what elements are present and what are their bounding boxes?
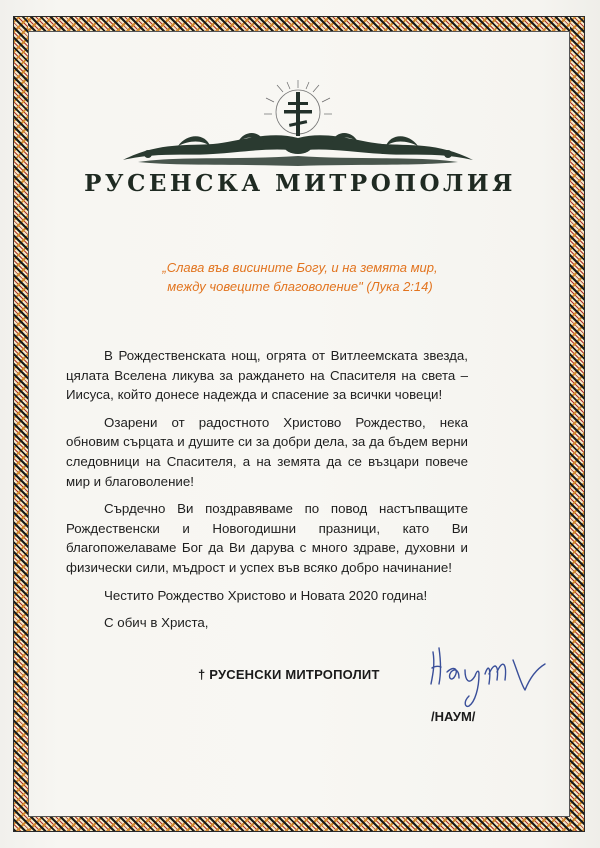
quote-line-2: [90, 277, 510, 296]
scripture-quote: [90, 258, 510, 296]
paragraph-wishes: Честито Рождество Христово и Новата 2020 година!: [104, 587, 428, 603]
letter-body: [66, 346, 468, 641]
quote-line-2-text: между човеците благоволение": [167, 279, 363, 294]
signer-title: † РУСЕНСКИ МИТРОПОЛИТ: [198, 667, 380, 682]
quote-line-1: „Слава във висините Богу, и на земята мир,: [162, 260, 438, 275]
letterhead-title: РУСЕНСКА МИТРОПОЛИЯ: [84, 170, 516, 197]
paragraph-greeting: Сърдечно Ви поздравяваме по повод настъпващите Рождественски и Новогодишни празници, като Ви благопожелаваме Бог да Ви дарува с много здраве, духовни и физически сили, мъдрост и успех във всяко добро начинание!: [66, 501, 468, 575]
metropolis-emblem-icon: [118, 80, 478, 180]
closing-salutation: С обич в Христа,: [104, 615, 209, 631]
paragraph-nativity: В Рождественската нощ, огрята от Витлеемската звезда, цялата Вселена ликува за раждането на Спасителя на света – Иисуса, който донесе надежда и спасение за всички човеци!: [66, 348, 468, 403]
quote-reference: (Лука 2:14): [362, 279, 433, 294]
handwritten-signature: [425, 640, 555, 710]
signer-name: /НАУМ/: [431, 709, 476, 724]
paragraph-renewal: Озарени от радостното Христово Рождество, нека обновим сърцата и душите си за добри дела, за да бъдем верни следовници на Спасителя, а на земята да се възцари повече мир и благоволение!: [66, 414, 468, 489]
